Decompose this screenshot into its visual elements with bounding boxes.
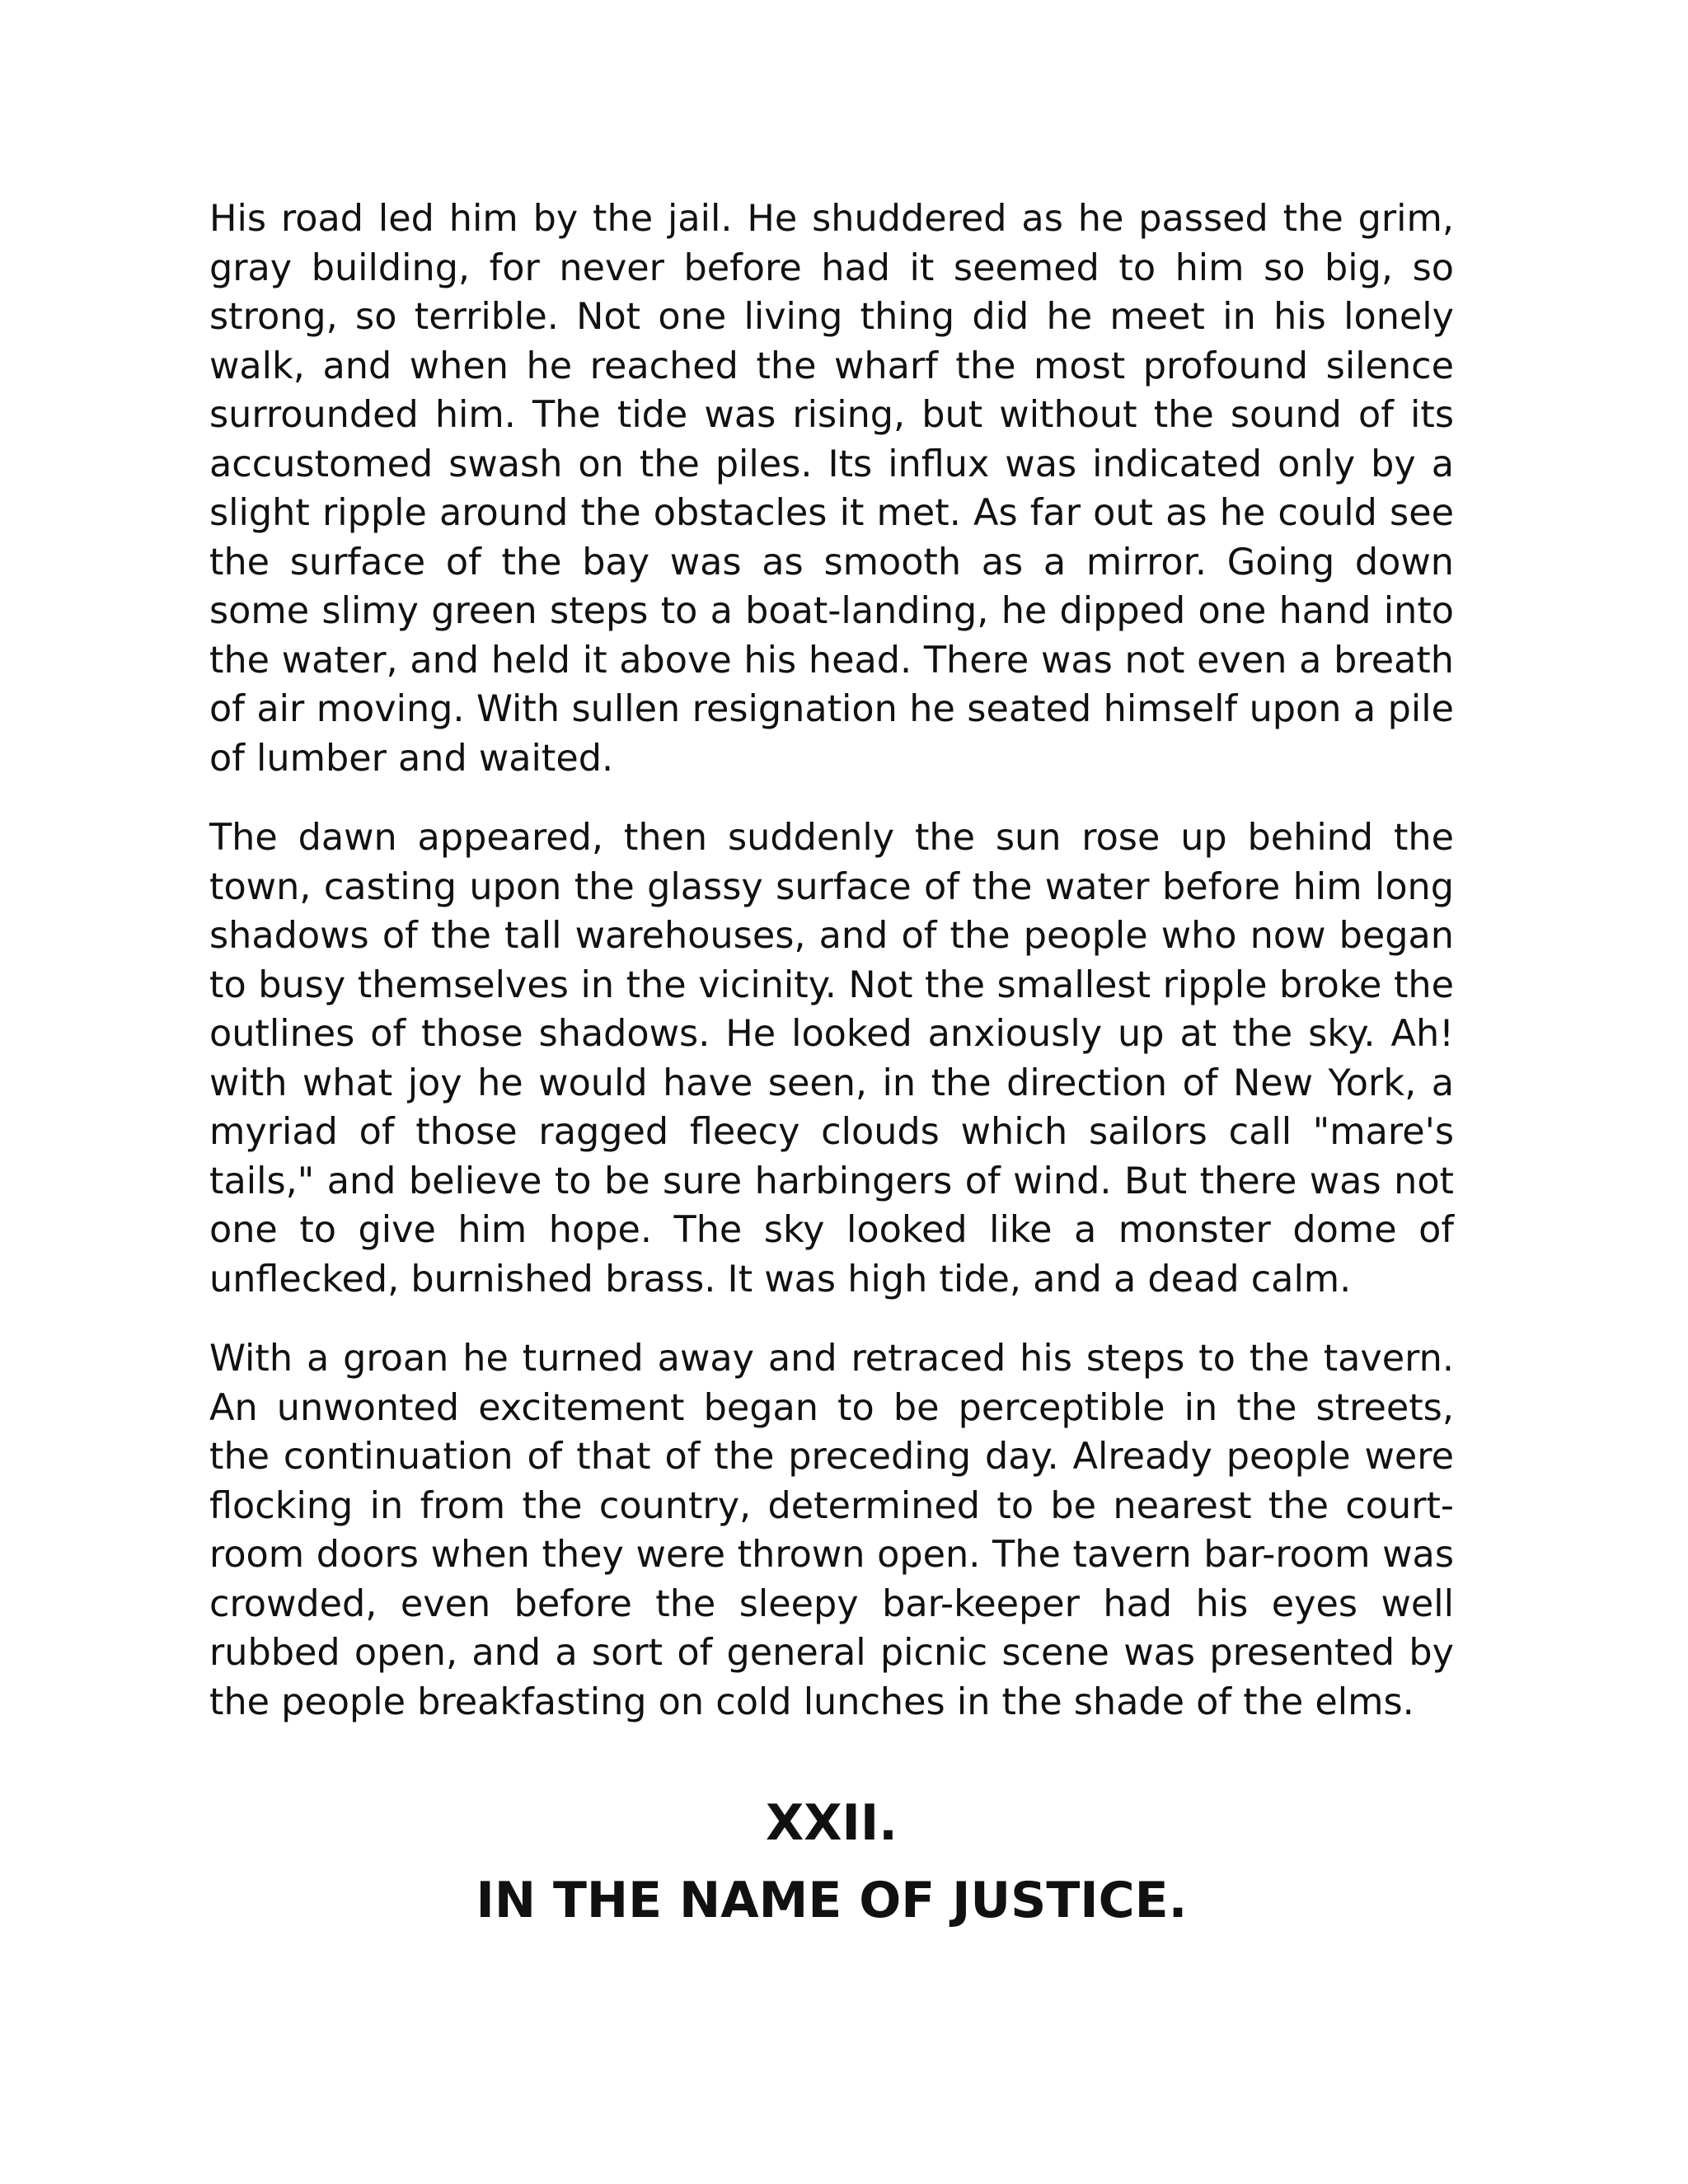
paragraph-1: His road led him by the jail. He shuddered as he passed the grim, gray building, for never before had it seemed to him so big, so strong, so terrible. Not one living thing did he meet in his lonely walk, and when he reached the wharf the most profound silence surrounded him. The tide was rising, but without the sound of its accustomed swash on the piles. Its influx was indicated only by a slight ripple around the obstacles it met. As far out as he could see the surface of the bay was as smooth as a mirror. Going down some slimy green steps to a boat-landing, he dipped one hand into the water, and held it above his head. There was not even a breath of air moving. With sullen resignation he seated himself upon a pile of lumber and waited. — [209, 198, 1454, 780]
paragraph-3: With a groan he turned away and retraced his steps to the tavern. An unwonted excitement began to be perceptible in the streets, the continuation of that of the preceding day. Already people were flocking in from the country, determined to be nearest the court-room doors when they were thrown open. The tavern bar-room was crowded, even before the sleepy bar-keeper had his eyes well rubbed open, and a sort of general picnic scene was presented by the people breakfasting on cold lunches in the shade of the elms. — [209, 1338, 1454, 1723]
paragraph-2: The dawn appeared, then suddenly the sun rose up behind the town, casting upon the glassy surface of the water before him long shadows of the tall warehouses, and of the people who now began to busy themselves in the vicinity. Not the smallest ripple broke the outlines of those shadows. He looked anxiously up at the sky. Ah! with what joy he would have seen, in the direction of New York, a myriad of those ragged fleecy clouds which sailors call "mare's tails," and believe to be sure harbingers of wind. But there was not one to give him hope. The sky looked like a monster dome of unflecked, burnished brass. It was high tide, and a dead calm. — [209, 817, 1454, 1301]
chapter-title: IN THE NAME OF JUSTICE. — [476, 1872, 1188, 1929]
page-body — [209, 194, 1454, 1757]
chapter-number: XXII. — [766, 1794, 898, 1852]
